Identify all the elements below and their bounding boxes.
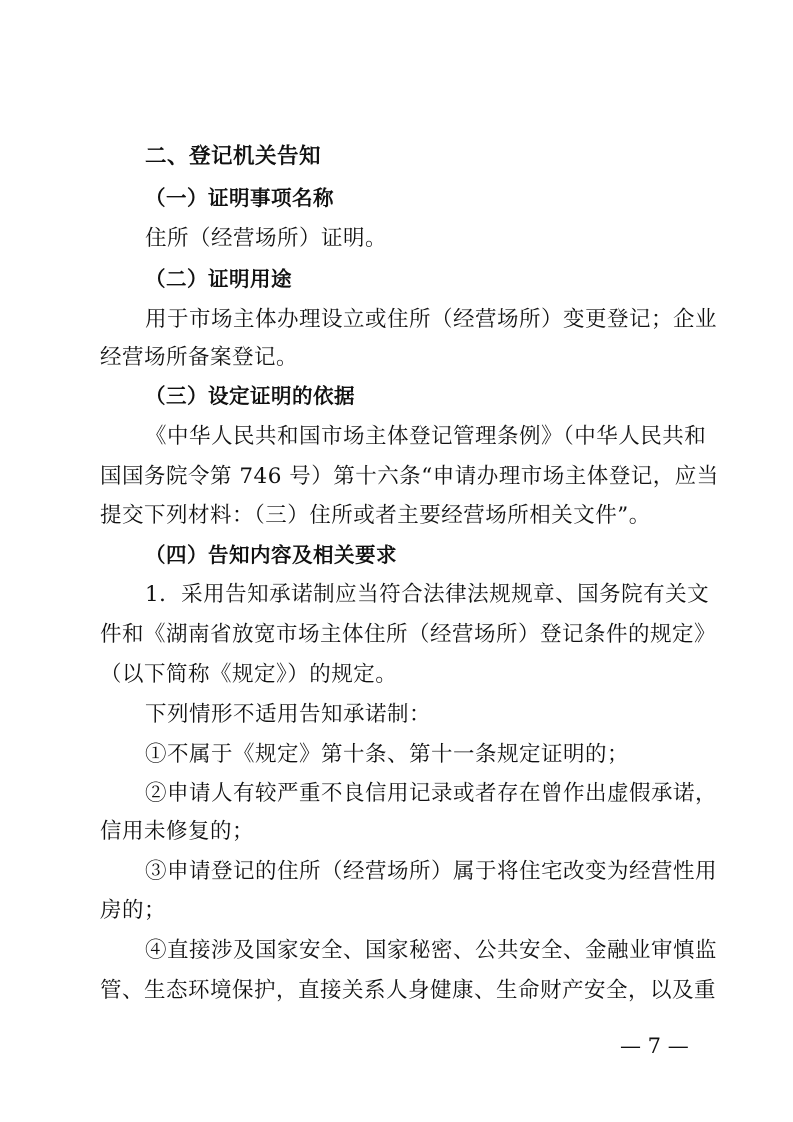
paragraph-line: 经营场所备案登记。: [100, 345, 299, 370]
paragraph-line: 1．采用告知承诺制应当符合法律法规规章、国务院有关文: [145, 582, 710, 607]
list-item-continuation: 房的；: [100, 898, 167, 923]
subsection-title-2: （二）证明用途: [145, 267, 292, 291]
paragraph-line: 件和《湖南省放宽市场主体住所（经营场所）登记条件的规定》: [100, 622, 717, 647]
subsection-title-4: （四）告知内容及相关要求: [145, 543, 397, 567]
paragraph-line: （以下简称《规定》）的规定。: [100, 662, 398, 687]
subsection-title-1: （一）证明事项名称: [145, 186, 334, 210]
list-item: ②申请人有较严重不良信用记录或者存在曾作出虚假承诺，: [145, 781, 718, 806]
page-number: — 7 —: [620, 1034, 689, 1058]
paragraph-line: 住所（经营场所）证明。: [145, 226, 388, 251]
paragraph-line: 《中华人民共和国市场主体登记管理条例》（中华人民共和: [145, 424, 707, 449]
paragraph-line: 国国务院令第 746 号）第十六条“申请办理市场主体登记，应当: [100, 464, 719, 489]
list-item-continuation: 管、生态环境保护，直接关系人身健康、生命财产安全，以及重: [100, 978, 717, 1003]
paragraph-line: 提交下列材料：（三）住所或者主要经营场所相关文件”。: [100, 503, 651, 528]
list-item: ④直接涉及国家安全、国家秘密、公共安全、金融业审慎监: [145, 938, 718, 963]
paragraph-line: 用于市场主体办理设立或住所（经营场所）变更登记；企业: [145, 307, 718, 332]
list-item: ①不属于《规定》第十条、第十一条规定证明的；: [145, 742, 630, 767]
paragraph-line: 下列情形不适用告知承诺制：: [145, 702, 432, 727]
subsection-title-3: （三）设定证明的依据: [145, 384, 355, 408]
list-item-continuation: 信用未修复的；: [100, 819, 255, 844]
list-item: ③申请登记的住所（经营场所）属于将住宅改变为经营性用: [145, 859, 718, 884]
section-title: 二、登记机关告知: [145, 144, 322, 169]
